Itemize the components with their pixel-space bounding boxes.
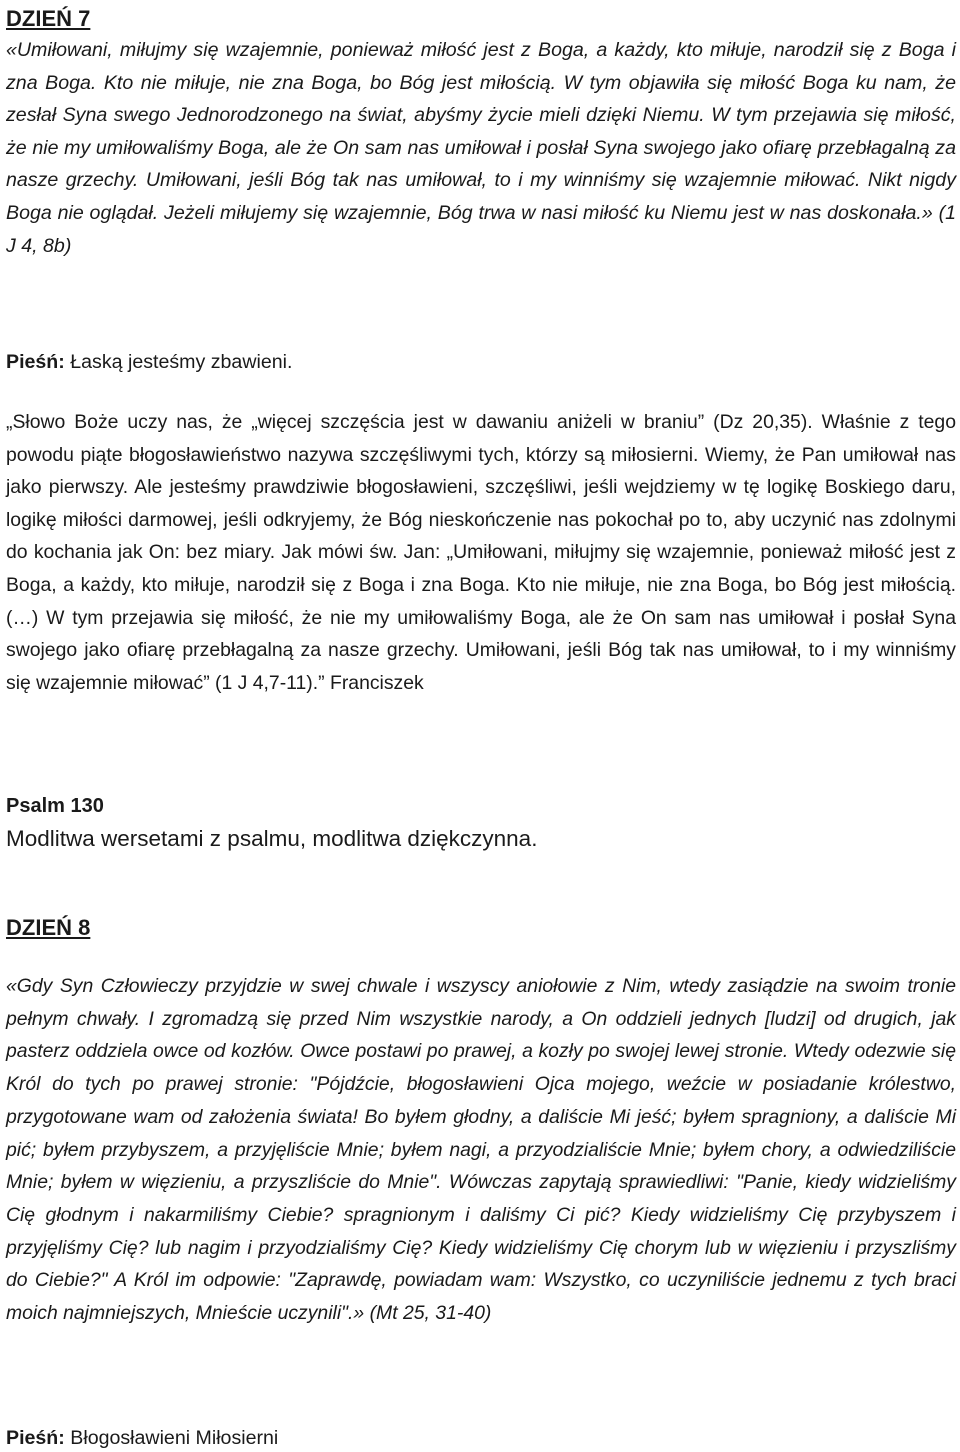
song-title: Błogosławieni Miłosierni bbox=[70, 1427, 279, 1449]
day-7-reflection: „Słowo Boże uczy nas, że „więcej szczęścia jest w dawaniu aniżeli w braniu” (Dz 20,35). Właśnie z tego powodu piąte błogosławieństwo nazywa szczęśliwymi tych, którzy są miłosierni. Wiemy, że Pan umiłował nas jako pierwszy. Ale jesteśmy prawdziwie błogosławieni, szczęśliwi, jeśli wejdziemy w tę logikę Boskiego daru, logikę miłości darmowej, jeśli odkryjemy, że Bóg nieskończenie nas pokochał po to, aby uczynić nas zdolnymi do kochania jak On: bez miary. Jak mówi św. Jan: „Umiłowani, miłujmy się wzajemnie, ponieważ miłość jest z Boga, a każdy, kto miłuje, narodził się z Boga i zna Boga. Kto nie miłuje, nie zna Boga, bo Bóg jest miłością. (…) W tym przejawia się miłość, że nie my umiłowaliśmy Boga, ale że On sam nas umiłował i posłał Syna swojego jako ofiarę przebłagalną za nasze grzechy. Umiłowani, jeśli Bóg tak nas umiłował, to i my winniśmy się wzajemnie miłować” (1 J 4,7-11).” Franciszek bbox=[6, 411, 956, 694]
song-label: Pieśń: bbox=[6, 351, 65, 373]
day-7-heading: DZIEŃ 7 bbox=[6, 6, 91, 31]
day-7-scripture-quote: «Umiłowani, miłujmy się wzajemnie, ponieważ miłość jest z Boga, a każdy, kto miłuje, narodził się z Boga i zna Boga. Kto nie miłuje, nie zna Boga, bo Bóg jest miłością. W tym objawiła się miłość Boga ku nam, że zesłał Syna swego Jednorodzonego na świat, abyśmy życie mieli dzięki Niemu. W tym przejawia się miłość, że nie my umiłowaliśmy Boga, ale że On sam nas umiłował i posłał Syna swojego jako ofiarę przebłagalną za nasze grzechy. Umiłowani, jeśli Bóg tak nas umiłował, to i my winniśmy się wzajemnie miłować. Nikt nigdy Boga nie oglądał. Jeżeli miłujemy się wzajemnie, Bóg trwa w nasi miłość ku Niemu jest w nas doskonała.» (1 J 4, 8b) bbox=[6, 39, 956, 257]
day-7-song bbox=[6, 348, 292, 376]
psalm-note: Modlitwa wersetami z psalmu, modlitwa dziękczynna. bbox=[6, 826, 538, 851]
song-label: Pieśń: bbox=[6, 1427, 65, 1449]
day-8-scripture-quote: «Gdy Syn Człowieczy przyjdzie w swej chwale i wszyscy aniołowie z Nim, wtedy zasiądzie na swoim tronie pełnym chwały. I zgromadzą się przed Nim wszystkie narody, a On oddzieli jednych [ludzi] od drugich, jak pasterz oddziela owce od kozłów. Owce postawi po prawej, a kozły po swojej lewej stronie. Wtedy odezwie się Król do tych po prawej stronie: "Pójdźcie, błogosławieni Ojca mojego, weźcie w posiadanie królestwo, przygotowane wam od założenia świata! Bo byłem głodny, a daliście Mi jeść; byłem spragniony, a daliście Mi pić; byłem przybyszem, a przyjęliście Mnie; byłem nagi, a przyodzialiście Mnie; byłem chory, a odwiedziliście Mnie; byłem w więzieniu, a przyszliście do Mnie". Wówczas zapytają sprawiedliwi: "Panie, kiedy widzieliśmy Cię głodnym i nakarmiliśmy Ciebie? spragnionym i daliśmy Ci pić? Kiedy widzieliśmy Cię przybyszem i przyjęliśmy Cię? lub nagim i przyodzialiśmy Cię? Kiedy widzieliśmy Cię chorym lub w więzieniu i przyszliśmy do Ciebie?" A Król im odpowie: "Zaprawdę, powiadam wam: Wszystko, co uczyniliście jednemu z tych braci moich najmniejszych, Mnieście uczynili".» (Mt 25, 31-40) bbox=[6, 975, 956, 1325]
day-8-song bbox=[6, 1424, 278, 1452]
song-title: Łaską jesteśmy zbawieni. bbox=[70, 351, 293, 373]
psalm-title: Psalm 130 bbox=[6, 795, 104, 817]
day-8-heading: DZIEŃ 8 bbox=[6, 915, 91, 940]
